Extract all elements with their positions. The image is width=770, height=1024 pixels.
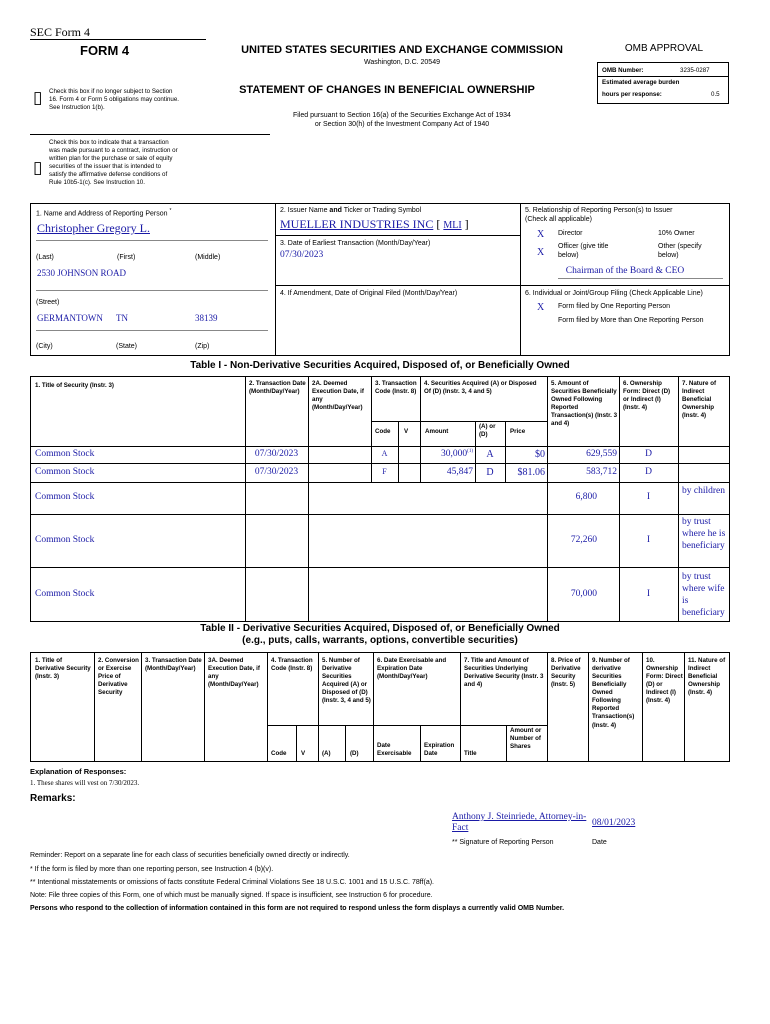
- t1-row-title: Common Stock: [35, 467, 95, 477]
- t1-row-owned: 6,800: [575, 492, 597, 502]
- footer-misstatements: ** Intentional misstatements or omissions of facts constitute Federal Criminal Violations See 18 U.S.C. 1001 and 15 U.S.C. 78ff(a).: [30, 879, 434, 886]
- earliest-date: 07/30/2023: [280, 250, 324, 260]
- one-person-check[interactable]: X: [537, 302, 545, 313]
- t2-sub-d: (D): [350, 750, 359, 757]
- divider: [398, 421, 399, 446]
- omb-hours-label: hours per response:: [602, 91, 662, 98]
- checkbox-10b5-1-label: Check this box to indicate that a transaction was made pursuant to a contract, instruction or written plan for the purchase or sale of equity securities of the issuer that is intended to satisfy the affirmative defense conditions of Rule 10b5-1(c). See Instruction 10.: [49, 139, 178, 187]
- t1-sub-aord: (A) or (D): [479, 423, 496, 439]
- street-label: (Street): [36, 299, 60, 306]
- t2-col-owned: 9. Number of derivative Securities Beneficially Owned Following Reported Transaction(s) (Instr. 4): [592, 657, 635, 729]
- omb-approval-title: OMB APPROVAL: [624, 43, 704, 54]
- t2-sub-v: V: [301, 750, 306, 757]
- t2-col-code: 4. Transaction Code (Instr. 8): [271, 657, 313, 673]
- footer-omb-notice: Persons who respond to the collection of information contained in this form are not required to respond unless the form displays a currently valid OMB Number.: [30, 905, 565, 912]
- t1-row-amount: 45,847: [446, 467, 473, 477]
- t1-row-aord: D: [486, 467, 494, 478]
- divider: [345, 725, 346, 762]
- t2-col-date: 3. Transaction Date (Month/Day/Year): [145, 657, 202, 673]
- footer-multiple-persons: * If the form is filed by more than one reporting person, see Instruction 4 (b)(v).: [30, 866, 274, 873]
- t2-col-nature: 11. Nature of Indirect Beneficial Ownership (Instr. 4): [688, 657, 726, 697]
- footer-note: Note: File three copies of this Form, one of which must be manually signed. If space is insufficient, see Instruction 6 for procedure.: [30, 892, 433, 899]
- signature-label: ** Signature of Reporting Person: [452, 839, 554, 846]
- t1-row-price: $0: [535, 449, 545, 460]
- zip-value: 38139: [195, 313, 218, 323]
- divider: [275, 235, 520, 236]
- table2-title: Table II - Derivative Securities Acquired, Disposed of, or Beneficially Owned: [200, 623, 560, 634]
- divider: [684, 652, 685, 762]
- divider: [267, 725, 547, 726]
- t2-col-deemed: 3A. Deemed Execution Date, if any (Month/Day/Year): [208, 657, 260, 689]
- divider: [36, 240, 268, 241]
- divider: [558, 278, 723, 279]
- divider: [371, 376, 372, 446]
- t1-col-acquired: 4. Securities Acquired (A) or Disposed Of (D) (Instr. 3, 4 and 5): [424, 380, 537, 396]
- sec-form-label: SEC Form 4: [30, 25, 91, 39]
- filing-type-label: 6. Individual or Joint/Group Filing (Check Applicable Line): [525, 290, 703, 297]
- t1-sub-price: Price: [510, 428, 526, 435]
- divider: [505, 421, 506, 446]
- t1-row-aord: A: [486, 449, 494, 460]
- divider: [296, 725, 297, 762]
- t1-row-form: I: [646, 492, 651, 502]
- t2-sub-date-exercisable: Date Exercisable: [377, 742, 412, 758]
- omb-burden-label: Estimated average burden: [602, 79, 680, 86]
- officer-title: Chairman of the Board & CEO: [565, 266, 685, 276]
- t1-col-nature: 7. Nature of Indirect Beneficial Ownership (Instr. 4): [682, 380, 717, 420]
- statement-title: STATEMENT OF CHANGES IN BENEFICIAL OWNERSHIP: [239, 84, 535, 96]
- t1-row-form: I: [646, 589, 651, 599]
- relationship-sublabel: (Check all applicable): [525, 216, 592, 223]
- t1-row-owned: 583,712: [586, 467, 617, 477]
- t1-row-owned: 72,260: [570, 535, 597, 545]
- t1-row-title: Common Stock: [35, 535, 95, 545]
- remarks-label: Remarks:: [30, 793, 76, 804]
- t1-row-date: 07/30/2023: [254, 449, 299, 459]
- street-address: 2530 JOHNSON ROAD: [37, 268, 127, 278]
- t1-row-date: 07/30/2023: [254, 467, 299, 477]
- zip-label: (Zip): [195, 343, 210, 350]
- t2-sub-expiration: Expiration Date: [424, 742, 455, 758]
- divider: [475, 421, 476, 446]
- state-label: (State): [116, 343, 138, 350]
- t2-col-number: 5. Number of Derivative Securities Acquired (A) or Disposed of (D) (Instr. 3, 4 and 5): [322, 657, 371, 705]
- first-name-label: (First): [117, 254, 136, 261]
- divider: [420, 376, 421, 446]
- form-title: FORM 4: [80, 43, 130, 58]
- officer-check[interactable]: X: [537, 247, 545, 258]
- t2-sub-a: (A): [322, 750, 331, 757]
- t2-col-conversion: 2. Conversion or Exercise Price of Derivative Security: [98, 657, 139, 697]
- divider: [267, 652, 268, 762]
- filed-pursuant-line1: Filed pursuant to Section 16(a) of the Securities Exchange Act of 1934: [293, 112, 511, 119]
- omb-hours-value: 0.5: [711, 91, 720, 98]
- t1-row-nature: by trust where he is beneficiary: [682, 517, 726, 551]
- t1-row-form: I: [646, 535, 651, 545]
- director-label: Director: [558, 230, 583, 237]
- signature-date: 08/01/2023: [592, 818, 636, 828]
- t1-row-nature: by trust where wife is beneficiary: [682, 572, 725, 618]
- state-value: TN: [116, 313, 128, 323]
- divider: [678, 376, 679, 622]
- reporting-person-name[interactable]: Christopher Gregory L.: [37, 221, 150, 235]
- reporting-name-label: 1. Name and Address of Reporting Person *: [36, 208, 172, 218]
- t1-row-title: Common Stock: [35, 449, 95, 459]
- ten-percent-owner-label: 10% Owner: [658, 230, 695, 237]
- t1-col-date: 2. Transaction Date (Month/Day/Year): [249, 380, 306, 396]
- checkbox-icon[interactable]: ▯: [33, 88, 43, 108]
- omb-number-label: OMB Number:: [602, 67, 644, 74]
- t2-sub-code: Code: [271, 750, 287, 757]
- divider: [547, 652, 548, 762]
- one-person-label: Form filed by One Reporting Person: [558, 303, 671, 310]
- table1-title: Table I - Non-Derivative Securities Acquired, Disposed of, or Beneficially Owned: [190, 360, 570, 371]
- director-check[interactable]: X: [537, 229, 545, 240]
- t1-row-owned: 70,000: [570, 589, 597, 599]
- divider: [30, 482, 730, 483]
- t1-row-form: D: [645, 467, 652, 477]
- divider: [506, 725, 507, 762]
- t2-col-form: 10. Ownership Form: Direct (D) or Indirect (I) (Instr. 4): [646, 657, 683, 705]
- divider: [30, 514, 730, 515]
- divider: [588, 652, 589, 762]
- agency-name: UNITED STATES SECURITIES AND EXCHANGE COMMISSION: [241, 44, 563, 56]
- t1-row-price: $81.06: [517, 467, 545, 478]
- divider: [520, 203, 521, 356]
- divider: [420, 725, 421, 762]
- t1-col-form: 6. Ownership Form: Direct (D) or Indirect (I) (Instr. 4): [623, 380, 671, 412]
- date-label: Date: [592, 839, 607, 846]
- t2-col-underlying: 7. Title and Amount of Securities Underlying Derivative Security (Instr. 3 and 4): [464, 657, 544, 689]
- t1-row-code: A: [381, 449, 388, 458]
- omb-number-value: 3235-0287: [680, 67, 710, 74]
- explanation-label: Explanation of Responses:: [30, 767, 127, 776]
- t1-col-owned: 5. Amount of Securities Beneficially Owned Following Reported Transaction(s) (Instr. 3 and 4): [551, 380, 618, 428]
- divider: [318, 652, 319, 762]
- divider: [30, 567, 730, 568]
- t1-row-code: F: [382, 467, 387, 476]
- divider: [371, 421, 547, 422]
- signature-name: Anthony J. Steinriede, Attorney-in-Fact: [452, 812, 587, 834]
- divider: [245, 376, 246, 622]
- t1-sub-v: V: [404, 428, 409, 435]
- filed-pursuant-line2: or Section 30(h) of the Investment Company Act of 1940: [314, 121, 490, 128]
- officer-label: Officer (give title below): [558, 243, 609, 259]
- issuer-name-label: 2. Issuer Name and Ticker or Trading Symbol: [280, 207, 422, 214]
- t1-row-form: D: [645, 449, 652, 459]
- divider: [94, 652, 95, 762]
- divider: [36, 330, 268, 331]
- earliest-date-label: 3. Date of Earliest Transaction (Month/Day/Year): [280, 240, 431, 247]
- t1-col-code: 3. Transaction Code (Instr. 8): [375, 380, 417, 396]
- divider: [141, 652, 142, 762]
- middle-name-label: (Middle): [195, 254, 221, 261]
- t1-sub-amount: Amount: [425, 428, 449, 435]
- t2-col-title: 1. Title of Derivative Security (Instr. 3): [35, 657, 91, 681]
- divider: [642, 652, 643, 762]
- t2-sub-amount: Amount or Number of Shares: [510, 727, 542, 751]
- divider: [275, 285, 730, 286]
- t1-row-amount: 30,000$^{(1)}$: [441, 449, 473, 460]
- t2-col-price: 8. Price of Derivative Security (Instr. 5): [551, 657, 581, 689]
- checkbox-icon[interactable]: ▯: [33, 158, 43, 178]
- last-name-label: (Last): [36, 254, 54, 261]
- multiple-persons-label: Form filed by More than One Reporting Person: [558, 317, 704, 324]
- t1-row-title: Common Stock: [35, 589, 95, 599]
- t1-row-title: Common Stock: [35, 492, 95, 502]
- relationship-label: 5. Relationship of Reporting Person(s) to Issuer: [525, 207, 673, 214]
- t1-col-deemed: 2A. Deemed Execution Date, if any (Month/Day/Year): [312, 380, 364, 412]
- divider: [373, 652, 374, 762]
- t1-col-title: 1. Title of Security (Instr. 3): [35, 382, 114, 389]
- t1-row-nature: by children: [682, 486, 726, 496]
- table2-subtitle: (e.g., puts, calls, warrants, options, convertible securities): [242, 635, 518, 646]
- divider: [398, 446, 399, 482]
- divider: [308, 376, 309, 622]
- divider: [460, 652, 461, 762]
- divider: [30, 463, 730, 464]
- city-value: GERMANTOWN: [37, 313, 103, 323]
- amendment-label: 4. If Amendment, Date of Original Filed (Month/Day/Year): [280, 290, 458, 297]
- divider: [275, 203, 276, 356]
- agency-city: Washington, D.C. 20549: [363, 59, 440, 66]
- divider: [204, 652, 205, 762]
- other-label: Other (specify below): [658, 243, 702, 259]
- t1-sub-code: Code: [375, 428, 391, 435]
- divider: [36, 290, 268, 291]
- t2-sub-title: Title: [464, 750, 477, 757]
- city-label: (City): [36, 343, 53, 350]
- divider: [30, 446, 730, 447]
- divider: [30, 134, 270, 135]
- divider: [597, 76, 729, 77]
- footnote-1: 1. These shares will vest on 7/30/2023.: [30, 779, 140, 787]
- footer-reminder: Reminder: Report on a separate line for each class of securities beneficially owned directly or indirectly.: [30, 852, 350, 859]
- issuer-name[interactable]: MUELLER INDUSTRIES INC [ MLI ]: [280, 217, 469, 231]
- t2-col-exercisable: 6. Date Exercisable and Expiration Date (Month/Day/Year): [377, 657, 447, 681]
- t1-row-owned: 629,559: [586, 449, 617, 459]
- checkbox-no-longer-subject-label: Check this box if no longer subject to Section 16. Form 4 or Form 5 obligations may continue. See Instruction 1(b).: [49, 88, 179, 112]
